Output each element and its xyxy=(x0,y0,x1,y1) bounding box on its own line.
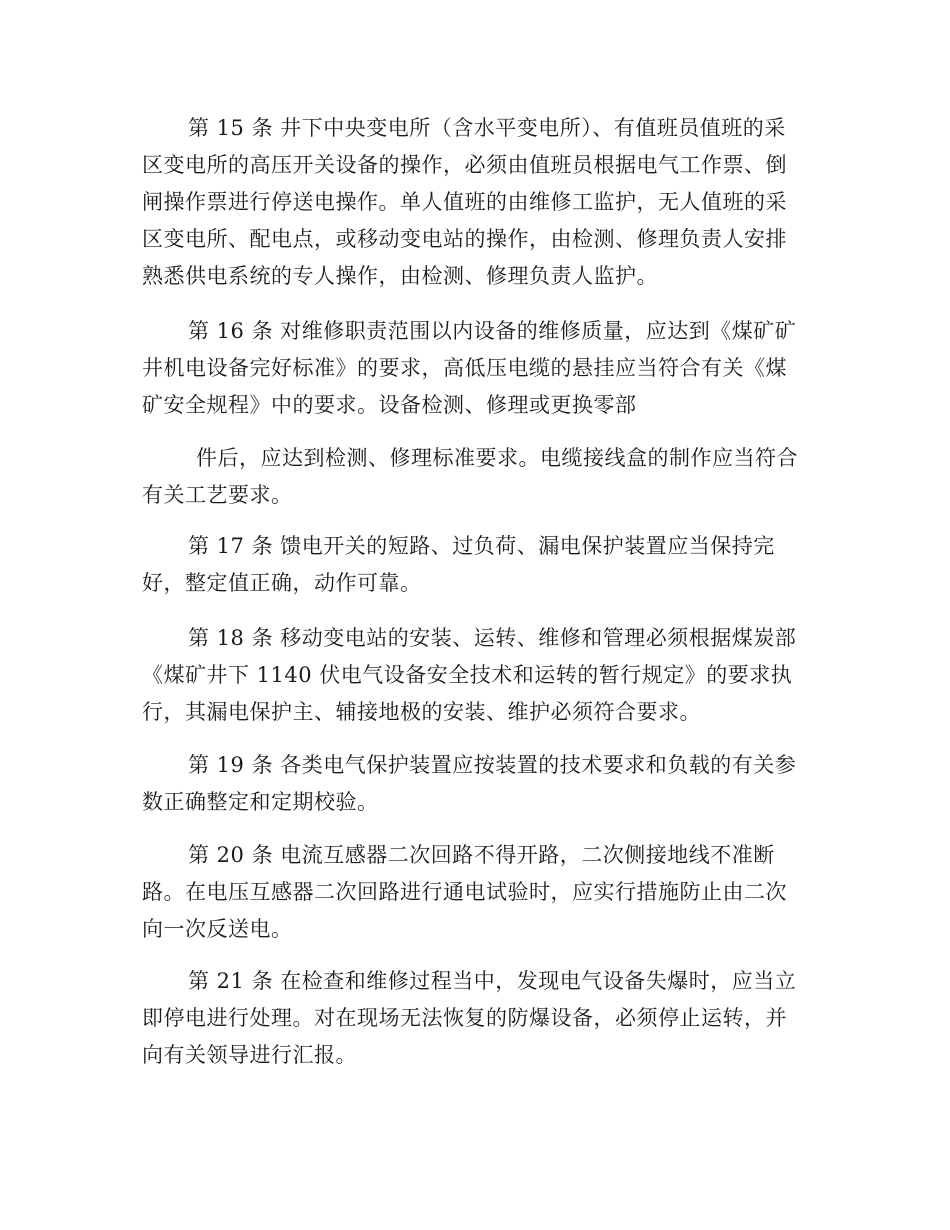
paragraph-line: 行，其漏电保护主、辅接地极的安装、维护必须符合要求。 xyxy=(142,700,701,724)
paragraph-line: 数正确整定和定期校验。 xyxy=(142,790,379,814)
paragraph-line: 第 17 条 馈电开关的短路、过负荷、漏电保护装置应当保持完 xyxy=(188,534,775,558)
paragraph-line: 矿安全规程》中的要求。设备检测、修理或更换零部 xyxy=(142,393,637,417)
paragraph-line: 闸操作票进行停送电操作。单人值班的由维修工监护，无人值班的采 xyxy=(142,190,787,214)
paragraph-line: 《煤矿井下 1140 伏电气设备安全技术和运转的暂行规定》的要求执 xyxy=(142,663,793,687)
paragraph-line: 第 20 条 电流互感器二次回路不得开路，二次侧接地线不准断 xyxy=(188,843,775,867)
paragraph-line: 路。在电压互感器二次回路进行通电试验时，应实行措施防止由二次 xyxy=(142,880,787,904)
paragraph-line: 区变电所、配电点，或移动变电站的操作，由检测、修理负责人安排 xyxy=(142,227,787,251)
paragraph-line: 井机电设备完好标准》的要求，高低压电缆的悬挂应当符合有关《煤 xyxy=(142,356,787,380)
paragraph-line: 第 15 条 井下中央变电所（含水平变电所）、有值班员值班的采 xyxy=(188,116,786,140)
paragraph-line: 区变电所的高压开关设备的操作，必须由值班员根据电气工作票、倒 xyxy=(142,153,787,177)
paragraph-line: 第 16 条 对维修职责范围以内设备的维修质量，应达到《煤矿矿 xyxy=(188,319,797,343)
paragraph-line: 向有关领导进行汇报。 xyxy=(142,1043,357,1067)
paragraph-line: 向一次反送电。 xyxy=(142,917,293,941)
paragraph-line: 熟悉供电系统的专人操作，由检测、修理负责人监护。 xyxy=(142,264,658,288)
paragraph-line: 好，整定值正确，动作可靠。 xyxy=(142,571,422,595)
paragraph-line: 件后，应达到检测、修理标准要求。电缆接线盒的制作应当符合 xyxy=(196,446,798,470)
paragraph-line: 第 18 条 移动变电站的安装、运转、维修和管理必须根据煤炭部 xyxy=(188,626,797,650)
paragraph-line: 第 19 条 各类电气保护装置应按装置的技术要求和负载的有关参 xyxy=(188,753,797,777)
paragraph-line: 即停电进行处理。对在现场无法恢复的防爆设备，必须停止运转，并 xyxy=(142,1006,787,1030)
paragraph-line: 第 21 条 在检查和维修过程当中，发现电气设备失爆时，应当立 xyxy=(188,969,797,993)
paragraph-line: 有关工艺要求。 xyxy=(142,483,293,507)
